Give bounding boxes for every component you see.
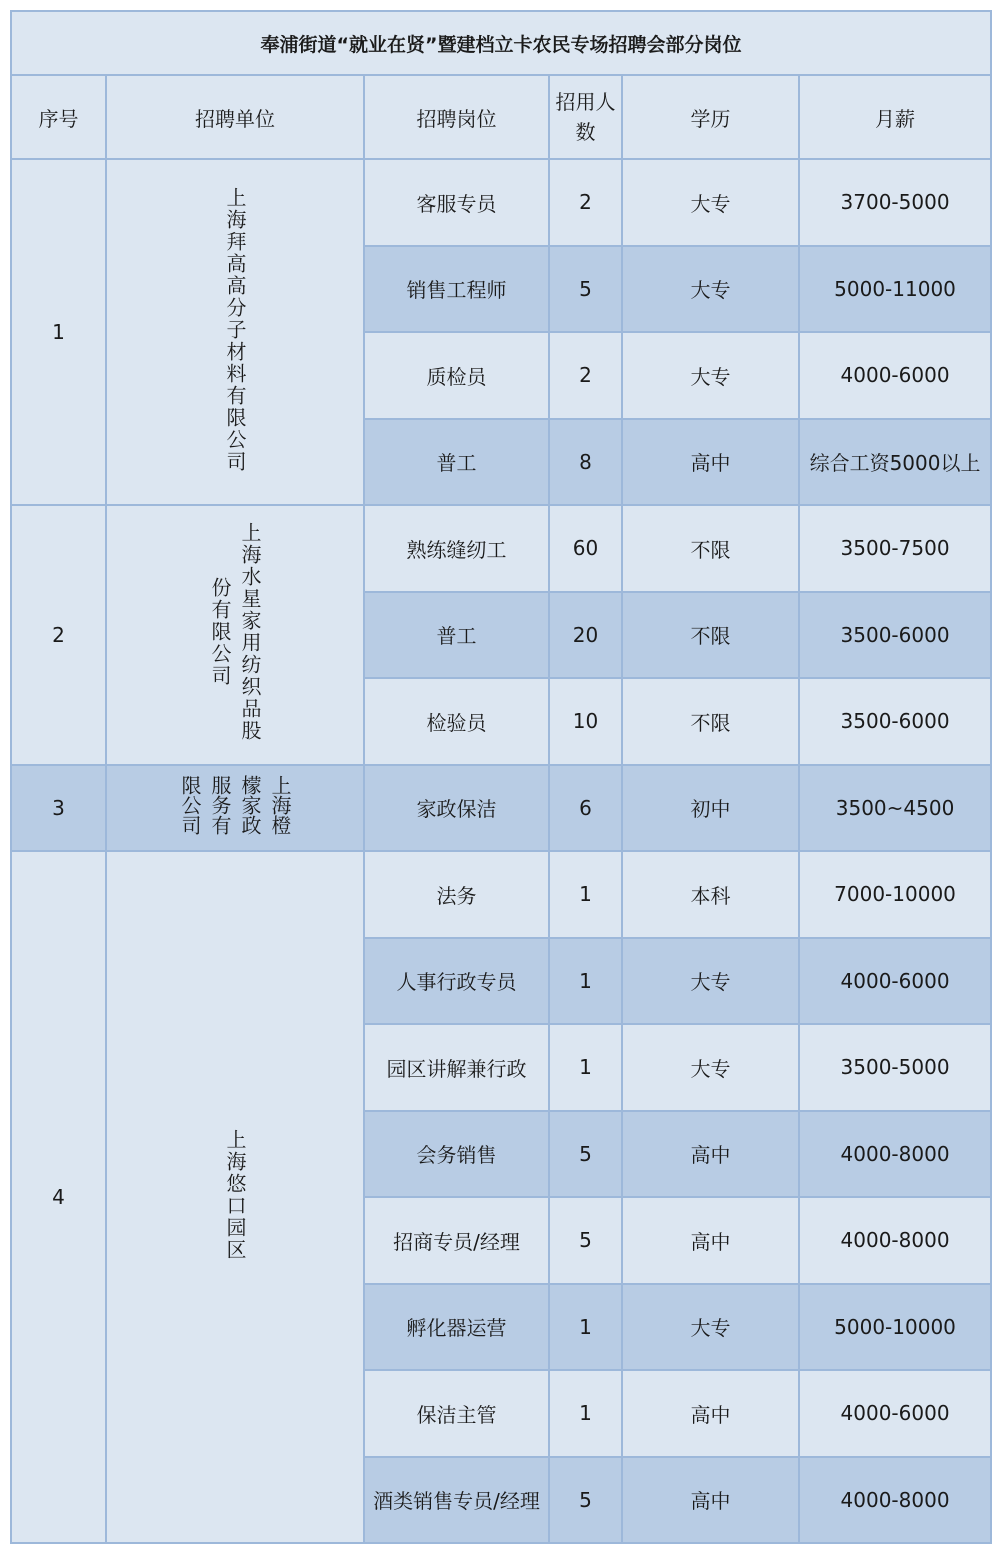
count-cell: 60 [549,505,622,592]
salary-cell: 4000-8000 [799,1197,991,1284]
education-cell: 大专 [622,1284,799,1371]
salary-cell: 3500-5000 [799,1024,991,1111]
education-cell: 高中 [622,1370,799,1457]
header-education: 学历 [622,75,799,159]
position-cell: 酒类销售专员/经理 [364,1457,549,1544]
education-cell: 不限 [622,592,799,679]
group-index: 3 [11,765,106,852]
education-cell: 本科 [622,851,799,938]
header-company: 招聘单位 [106,75,364,159]
count-cell: 5 [549,1111,622,1198]
company-name: 上海水星家用纺织品股份有限公司 [208,522,262,743]
education-cell: 高中 [622,1457,799,1544]
education-cell: 大专 [622,246,799,333]
salary-cell: 5000-11000 [799,246,991,333]
education-cell: 高中 [622,1111,799,1198]
position-cell: 普工 [364,592,549,679]
salary-cell: 3500-6000 [799,592,991,679]
education-cell: 大专 [622,159,799,246]
education-cell: 大专 [622,1024,799,1111]
count-cell: 5 [549,1197,622,1284]
count-cell: 8 [549,419,622,506]
education-cell: 不限 [622,678,799,765]
position-cell: 人事行政专员 [364,938,549,1025]
count-cell: 10 [549,678,622,765]
table-row [11,851,991,938]
count-cell: 5 [549,1457,622,1544]
count-cell: 1 [549,1024,622,1111]
education-cell: 高中 [622,1197,799,1284]
count-cell: 1 [549,938,622,1025]
education-cell: 初中 [622,765,799,852]
salary-cell: 5000-10000 [799,1284,991,1371]
header-index: 序号 [11,75,106,159]
count-cell: 6 [549,765,622,852]
salary-cell: 综合工资5000以上 [799,419,991,506]
salary-cell: 3500~4500 [799,765,991,852]
position-cell: 保洁主管 [364,1370,549,1457]
education-cell: 大专 [622,332,799,419]
company-cell [106,505,364,765]
position-cell: 孵化器运营 [364,1284,549,1371]
header-salary: 月薪 [799,75,991,159]
group-index: 4 [11,851,106,1543]
table-title: 奉浦街道“就业在贤”暨建档立卡农民专场招聘会部分岗位 [11,11,991,75]
salary-cell: 3700-5000 [799,159,991,246]
count-cell: 1 [549,1370,622,1457]
position-cell: 园区讲解兼行政 [364,1024,549,1111]
count-cell: 1 [549,851,622,938]
header-row [11,75,991,159]
position-cell: 法务 [364,851,549,938]
position-cell: 熟练缝纫工 [364,505,549,592]
company-cell [106,851,364,1543]
count-cell: 5 [549,246,622,333]
company-name: 上海橙檬家政服务有限公司 [178,775,292,836]
company-cell [106,765,364,852]
job-table-container [10,10,990,1544]
salary-cell: 4000-6000 [799,1370,991,1457]
position-cell: 客服专员 [364,159,549,246]
salary-cell: 4000-8000 [799,1111,991,1198]
salary-cell: 4000-8000 [799,1457,991,1544]
salary-cell: 4000-6000 [799,332,991,419]
education-cell: 大专 [622,938,799,1025]
position-cell: 招商专员/经理 [364,1197,549,1284]
count-cell: 20 [549,592,622,679]
count-cell: 1 [549,1284,622,1371]
salary-cell: 7000-10000 [799,851,991,938]
job-listings-table [10,10,992,1544]
header-count: 招用人数 [549,75,622,159]
count-cell: 2 [549,332,622,419]
position-cell: 销售工程师 [364,246,549,333]
position-cell: 质检员 [364,332,549,419]
table-row [11,505,991,592]
education-cell: 不限 [622,505,799,592]
position-cell: 普工 [364,419,549,506]
count-cell: 2 [549,159,622,246]
header-position: 招聘岗位 [364,75,549,159]
group-index: 2 [11,505,106,765]
salary-cell: 3500-6000 [799,678,991,765]
position-cell: 会务销售 [364,1111,549,1198]
position-cell: 检验员 [364,678,549,765]
table-row [11,765,991,852]
education-cell: 高中 [622,419,799,506]
group-index: 1 [11,159,106,505]
company-cell [106,159,364,505]
position-cell: 家政保洁 [364,765,549,852]
company-name: 上海拜高高分子材料有限公司 [223,186,247,473]
company-name: 上海悠口园区 [223,1128,247,1261]
salary-cell: 3500-7500 [799,505,991,592]
table-row [11,159,991,246]
salary-cell: 4000-6000 [799,938,991,1025]
